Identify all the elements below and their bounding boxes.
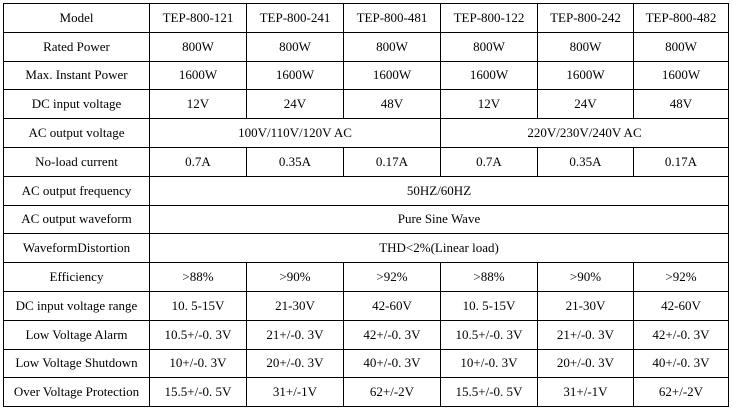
table-cell: 42+/-0. 3V xyxy=(634,320,729,349)
table-cell: 62+/-2V xyxy=(344,378,441,407)
table-cell: 40+/-0. 3V xyxy=(634,349,729,378)
table-cell: 1600W xyxy=(247,61,344,90)
table-cell: 12V xyxy=(150,90,247,119)
table-cell: 42-60V xyxy=(634,291,729,320)
table-cell: 20+/-0. 3V xyxy=(538,349,634,378)
table-cell: 31+/-1V xyxy=(538,378,634,407)
table-cell: 0.17A xyxy=(344,147,441,176)
header-row xyxy=(4,4,729,33)
table-row xyxy=(4,291,729,320)
table-cell: 800W xyxy=(344,32,441,61)
table-row xyxy=(4,176,729,205)
table-cell: 1600W xyxy=(150,61,247,90)
model-cell: TEP-800-482 xyxy=(634,4,729,33)
table-cell: >88% xyxy=(150,263,247,292)
merged-cell: 100V/110V/120V AC xyxy=(150,119,441,148)
table-row xyxy=(4,61,729,90)
row-label: AC output frequency xyxy=(4,176,150,205)
merged-cell: Pure Sine Wave xyxy=(150,205,729,234)
model-cell: TEP-800-481 xyxy=(344,4,441,33)
merged-cell: 50HZ/60HZ xyxy=(150,176,729,205)
table-cell: 1600W xyxy=(538,61,634,90)
table-cell: 0.35A xyxy=(247,147,344,176)
table-cell: 10. 5-15V xyxy=(441,291,538,320)
model-cell: TEP-800-241 xyxy=(247,4,344,33)
row-label: AC output voltage xyxy=(4,119,150,148)
row-label: Over Voltage Protection xyxy=(4,378,150,407)
table-row xyxy=(4,90,729,119)
table-cell: 0.7A xyxy=(150,147,247,176)
table-cell: >92% xyxy=(634,263,729,292)
table-row xyxy=(4,147,729,176)
table-cell: >88% xyxy=(441,263,538,292)
table-cell: >90% xyxy=(538,263,634,292)
model-cell: TEP-800-242 xyxy=(538,4,634,33)
table-cell: 10.5+/-0. 3V xyxy=(441,320,538,349)
model-cell: TEP-800-121 xyxy=(150,4,247,33)
table-cell: 0.7A xyxy=(441,147,538,176)
table-cell: 24V xyxy=(247,90,344,119)
table-row xyxy=(4,349,729,378)
row-label: Rated Power xyxy=(4,32,150,61)
table-cell: 21-30V xyxy=(538,291,634,320)
merged-cell: THD<2%(Linear load) xyxy=(150,234,729,263)
table-cell: 15.5+/-0. 5V xyxy=(441,378,538,407)
spec-table xyxy=(3,3,729,407)
table-cell: 31+/-1V xyxy=(247,378,344,407)
table-cell: 1600W xyxy=(441,61,538,90)
table-cell: 21+/-0. 3V xyxy=(247,320,344,349)
table-cell: 10.5+/-0. 3V xyxy=(150,320,247,349)
table-cell: 800W xyxy=(538,32,634,61)
table-row xyxy=(4,378,729,407)
table-cell: 1600W xyxy=(344,61,441,90)
row-label: Low Voltage Shutdown xyxy=(4,349,150,378)
table-cell: 800W xyxy=(441,32,538,61)
row-label: Efficiency xyxy=(4,263,150,292)
table-row xyxy=(4,119,729,148)
table-cell: 0.35A xyxy=(538,147,634,176)
table-cell: 15.5+/-0. 5V xyxy=(150,378,247,407)
row-label: DC input voltage range xyxy=(4,291,150,320)
table-cell: 10. 5-15V xyxy=(150,291,247,320)
table-cell: 21+/-0. 3V xyxy=(538,320,634,349)
table-row xyxy=(4,263,729,292)
table-cell: 48V xyxy=(634,90,729,119)
row-label: AC output waveform xyxy=(4,205,150,234)
table-cell: 48V xyxy=(344,90,441,119)
row-label: DC input voltage xyxy=(4,90,150,119)
table-row xyxy=(4,32,729,61)
table-cell: 40+/-0. 3V xyxy=(344,349,441,378)
row-label: Model xyxy=(4,4,150,33)
table-cell: 42+/-0. 3V xyxy=(344,320,441,349)
table-cell: 800W xyxy=(150,32,247,61)
table-row xyxy=(4,205,729,234)
table-cell: 42-60V xyxy=(344,291,441,320)
table-cell: 800W xyxy=(634,32,729,61)
model-cell: TEP-800-122 xyxy=(441,4,538,33)
table-cell: 62+/-2V xyxy=(634,378,729,407)
table-cell: 1600W xyxy=(634,61,729,90)
table-cell: >92% xyxy=(344,263,441,292)
row-label: Max. Instant Power xyxy=(4,61,150,90)
table-cell: 12V xyxy=(441,90,538,119)
table-cell: 800W xyxy=(247,32,344,61)
table-row xyxy=(4,320,729,349)
table-cell: 20+/-0. 3V xyxy=(247,349,344,378)
table-cell: 21-30V xyxy=(247,291,344,320)
table-cell: 0.17A xyxy=(634,147,729,176)
table-cell: 10+/-0. 3V xyxy=(150,349,247,378)
table-cell: 24V xyxy=(538,90,634,119)
row-label: No-load current xyxy=(4,147,150,176)
merged-cell: 220V/230V/240V AC xyxy=(441,119,729,148)
row-label: WaveformDistortion xyxy=(4,234,150,263)
table-row xyxy=(4,234,729,263)
table-cell: >90% xyxy=(247,263,344,292)
table-cell: 10+/-0. 3V xyxy=(441,349,538,378)
row-label: Low Voltage Alarm xyxy=(4,320,150,349)
